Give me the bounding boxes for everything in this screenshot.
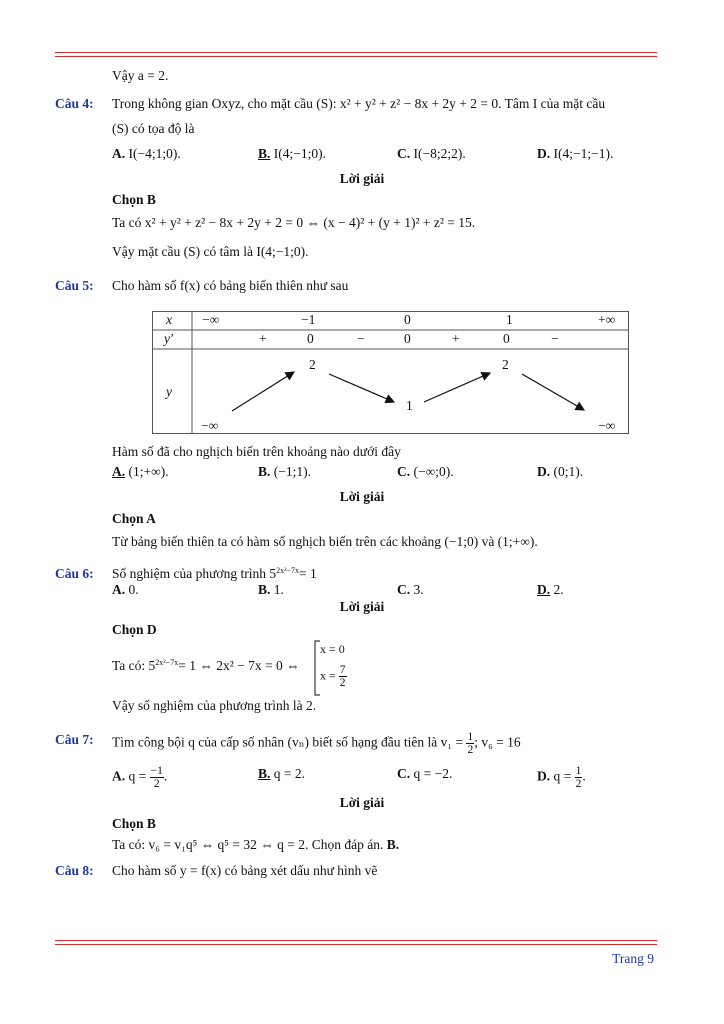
- q4-option-b-key: B.: [258, 146, 271, 161]
- table-y-3: 2: [502, 357, 509, 372]
- q4-solution-line1: Ta có x² + y² + z² − 8x + 2y + 2 = 0 ⇔ (x − 4)² + (y + 1)² + z² = 15.: [112, 215, 476, 230]
- q4-option-b-text: I(4;−1;0).: [273, 146, 326, 161]
- q6-case-2-den: 2: [339, 677, 346, 689]
- q7-option-c: [397, 765, 452, 783]
- q5-option-a-text: (1;+∞).: [128, 464, 169, 479]
- table-yp-6: −: [551, 331, 559, 346]
- q6-option-b-text: 1.: [273, 582, 284, 597]
- q5-stem-line2: Hàm số đã cho nghịch biến trên khoảng nào dưới đây: [112, 444, 401, 459]
- q6-option-c-key: C.: [397, 582, 411, 597]
- q7-choice: Chọn B: [112, 816, 156, 831]
- q4-option-d: [537, 145, 613, 163]
- q4-option-a-text: I(−4;1;0).: [128, 146, 181, 161]
- q7-option-b-text: q = 2.: [273, 766, 306, 781]
- header-rule: [55, 52, 657, 53]
- q6-eq-exp: 2x²−7x: [276, 566, 299, 575]
- q7-sol-answer: B.: [386, 837, 400, 852]
- q6-sol-exp: 2x²−7x: [155, 658, 179, 667]
- table-y-1: 2: [309, 357, 316, 372]
- table-x-2: 0: [404, 312, 411, 327]
- q7-option-a-num: −1: [150, 765, 163, 777]
- table-yp-0: +: [259, 331, 267, 346]
- q4-choice: Chọn B: [112, 192, 156, 207]
- table-yp-2: −: [357, 331, 365, 346]
- q7-option-b: [258, 765, 305, 783]
- q7-option-a-den: 2: [153, 778, 160, 790]
- table-y-2: 1: [406, 398, 413, 413]
- q7-option-d-den: 2: [575, 778, 582, 790]
- q6-eq-base: 5: [269, 566, 277, 581]
- q5-solution-title: Lời giải: [339, 489, 385, 504]
- q6-case-2-lhs: x =: [320, 668, 336, 683]
- table-x-0: −∞: [202, 312, 220, 327]
- table-x-3: 1: [506, 312, 513, 327]
- q8-stem: Cho hàm số y = f(x) có bảng xét dấu như hình vẽ: [112, 863, 378, 878]
- q6-label: Câu 6:: [55, 566, 94, 581]
- q5-option-c-text: (−∞;0).: [413, 464, 454, 479]
- q7-option-c-key: C.: [397, 766, 411, 781]
- q7-option-d-lhs: q =: [553, 768, 572, 784]
- q6-solution-line1: [112, 657, 300, 675]
- q6-case-2: [320, 664, 347, 689]
- q4-solution-line2: Vậy mặt cầu (S) có tâm là I(4;−1;0).: [112, 244, 309, 259]
- q6-sol-mid: = 1 ⇔ 2x² − 7x = 0 ⇔: [178, 658, 300, 673]
- q6-option-b: [258, 581, 284, 599]
- arrow-down-2: [522, 374, 584, 410]
- q5-option-b-text: (−1;1).: [273, 464, 311, 479]
- q7-label: Câu 7:: [55, 732, 94, 747]
- q6-choice: Chọn D: [112, 622, 157, 637]
- table-x-1: −1: [301, 312, 316, 327]
- q5-option-d: [537, 463, 583, 481]
- table-yp-label: y′: [164, 331, 173, 346]
- q7-sol-text: Ta có: v₆ = v₁q⁵ ⇔ q⁵ = 32 ⇔ q = 2. Chọn đáp án.: [112, 837, 384, 852]
- q6-option-b-key: B.: [258, 582, 271, 597]
- q7-option-a: A. q = $\frac{-1}{2}$ .: [112, 765, 168, 790]
- q6-option-d: [537, 581, 564, 599]
- footer-rule: [55, 940, 657, 941]
- q7-stem-den: 2: [467, 744, 474, 756]
- q5-stem: Cho hàm số f(x) có bảng biến thiên như sau: [112, 278, 349, 293]
- q7-option-a-frac: [150, 765, 164, 790]
- table-y-4: −∞: [598, 418, 616, 433]
- table-yp-5: 0: [503, 331, 510, 346]
- q7-solution-line1: [112, 836, 399, 854]
- q6-option-a: [112, 581, 139, 599]
- q7-option-d-frac: [575, 765, 583, 790]
- q7-option-d: D. q = $\frac{1}{2}$ .: [537, 765, 586, 790]
- q6-option-a-text: 0.: [128, 582, 139, 597]
- q4-option-b: [258, 145, 326, 163]
- q5-option-d-text: (0;1).: [553, 464, 584, 479]
- q6-stem: [112, 565, 317, 583]
- q5-option-c: [397, 463, 454, 481]
- q4-label: Câu 4:: [55, 96, 94, 111]
- prev-answer: Vậy a = 2.: [112, 68, 169, 83]
- arrow-up-1: [232, 372, 294, 411]
- q7-option-d-num: 1: [575, 765, 582, 777]
- q5-label: Câu 5:: [55, 278, 94, 293]
- q6-case-2-num: 7: [339, 664, 346, 676]
- q7-option-a-key: A.: [112, 768, 126, 784]
- q6-solution-title: Lời giải: [339, 599, 385, 614]
- arrow-down-1: [329, 374, 394, 402]
- q6-option-a-key: A.: [112, 582, 126, 597]
- q6-sol-prefix: Ta có:: [112, 658, 146, 673]
- q6-eq-rhs: = 1: [299, 566, 317, 581]
- arrow-up-2: [424, 373, 490, 402]
- q6-solution-line2: Vậy số nghiệm của phương trình là 2.: [112, 698, 317, 713]
- table-yp-4: +: [452, 331, 460, 346]
- q4-option-d-key: D.: [537, 146, 551, 161]
- q5-solution-line1: Từ bảng biến thiên ta có hàm số nghịch biến trên các khoảng (−1;0) và (1;+∞).: [112, 534, 538, 549]
- q5-option-b: [258, 463, 311, 481]
- q6-option-d-key: D.: [537, 582, 551, 597]
- q4-option-c: [397, 145, 466, 163]
- q4-option-c-text: I(−8;2;2).: [413, 146, 466, 161]
- q7-option-b-key: B.: [258, 766, 271, 781]
- q7-option-a-lhs: q =: [128, 768, 147, 784]
- table-yp-3: 0: [404, 331, 411, 346]
- q4-option-c-key: C.: [397, 146, 411, 161]
- table-x-label: x: [166, 312, 172, 327]
- q7-stem-num: 1: [467, 731, 474, 743]
- q5-option-a: [112, 463, 169, 481]
- table-x-4: +∞: [598, 312, 616, 327]
- q6-case-1: x = 0: [320, 642, 345, 656]
- q7-solution-title: Lời giải: [339, 795, 385, 810]
- q5-choice: Chọn A: [112, 511, 156, 526]
- table-yp-1: 0: [307, 331, 314, 346]
- q6-sol-base: 5: [148, 658, 156, 673]
- table-y-0: −∞: [201, 418, 219, 433]
- q5-option-b-key: B.: [258, 464, 271, 479]
- header-rule-thin: [55, 56, 657, 57]
- q7-option-c-text: q = −2.: [413, 766, 453, 781]
- q7-stem-a: Tìm công bội q của cấp số nhân (vₙ) biết số hạng đầu tiên là v₁ =: [112, 734, 464, 750]
- table-y-label: y: [166, 384, 172, 399]
- q6-option-d-text: 2.: [553, 582, 564, 597]
- footer-rule-thin: [55, 944, 657, 945]
- q4-option-d-text: I(4;−1;−1).: [553, 146, 614, 161]
- q5-option-c-key: C.: [397, 464, 411, 479]
- q5-option-a-key: A.: [112, 464, 126, 479]
- q7-stem-b: ; v₆ = 16: [474, 734, 521, 750]
- q6-stem-text: Số nghiệm của phương trình: [112, 566, 266, 581]
- q6-option-c: [397, 581, 424, 599]
- q6-case-2-frac: [339, 664, 347, 689]
- q5-option-d-key: D.: [537, 464, 551, 479]
- q7-option-d-key: D.: [537, 768, 551, 784]
- q4-solution-title: Lời giải: [339, 171, 385, 186]
- page-number: Trang 9: [612, 951, 654, 966]
- q4-option-a-key: A.: [112, 146, 126, 161]
- q4-option-a: [112, 145, 181, 163]
- q4-stem-line1: Trong không gian Oxyz, cho mặt cầu (S): x² + y² + z² − 8x + 2y + 2 = 0. Tâm I của mặt cầu: [112, 96, 606, 111]
- q7-stem: [112, 731, 521, 756]
- q4-stem-line2: (S) có tọa độ là: [112, 121, 195, 136]
- q6-option-c-text: 3.: [413, 582, 424, 597]
- q8-label: Câu 8:: [55, 863, 94, 878]
